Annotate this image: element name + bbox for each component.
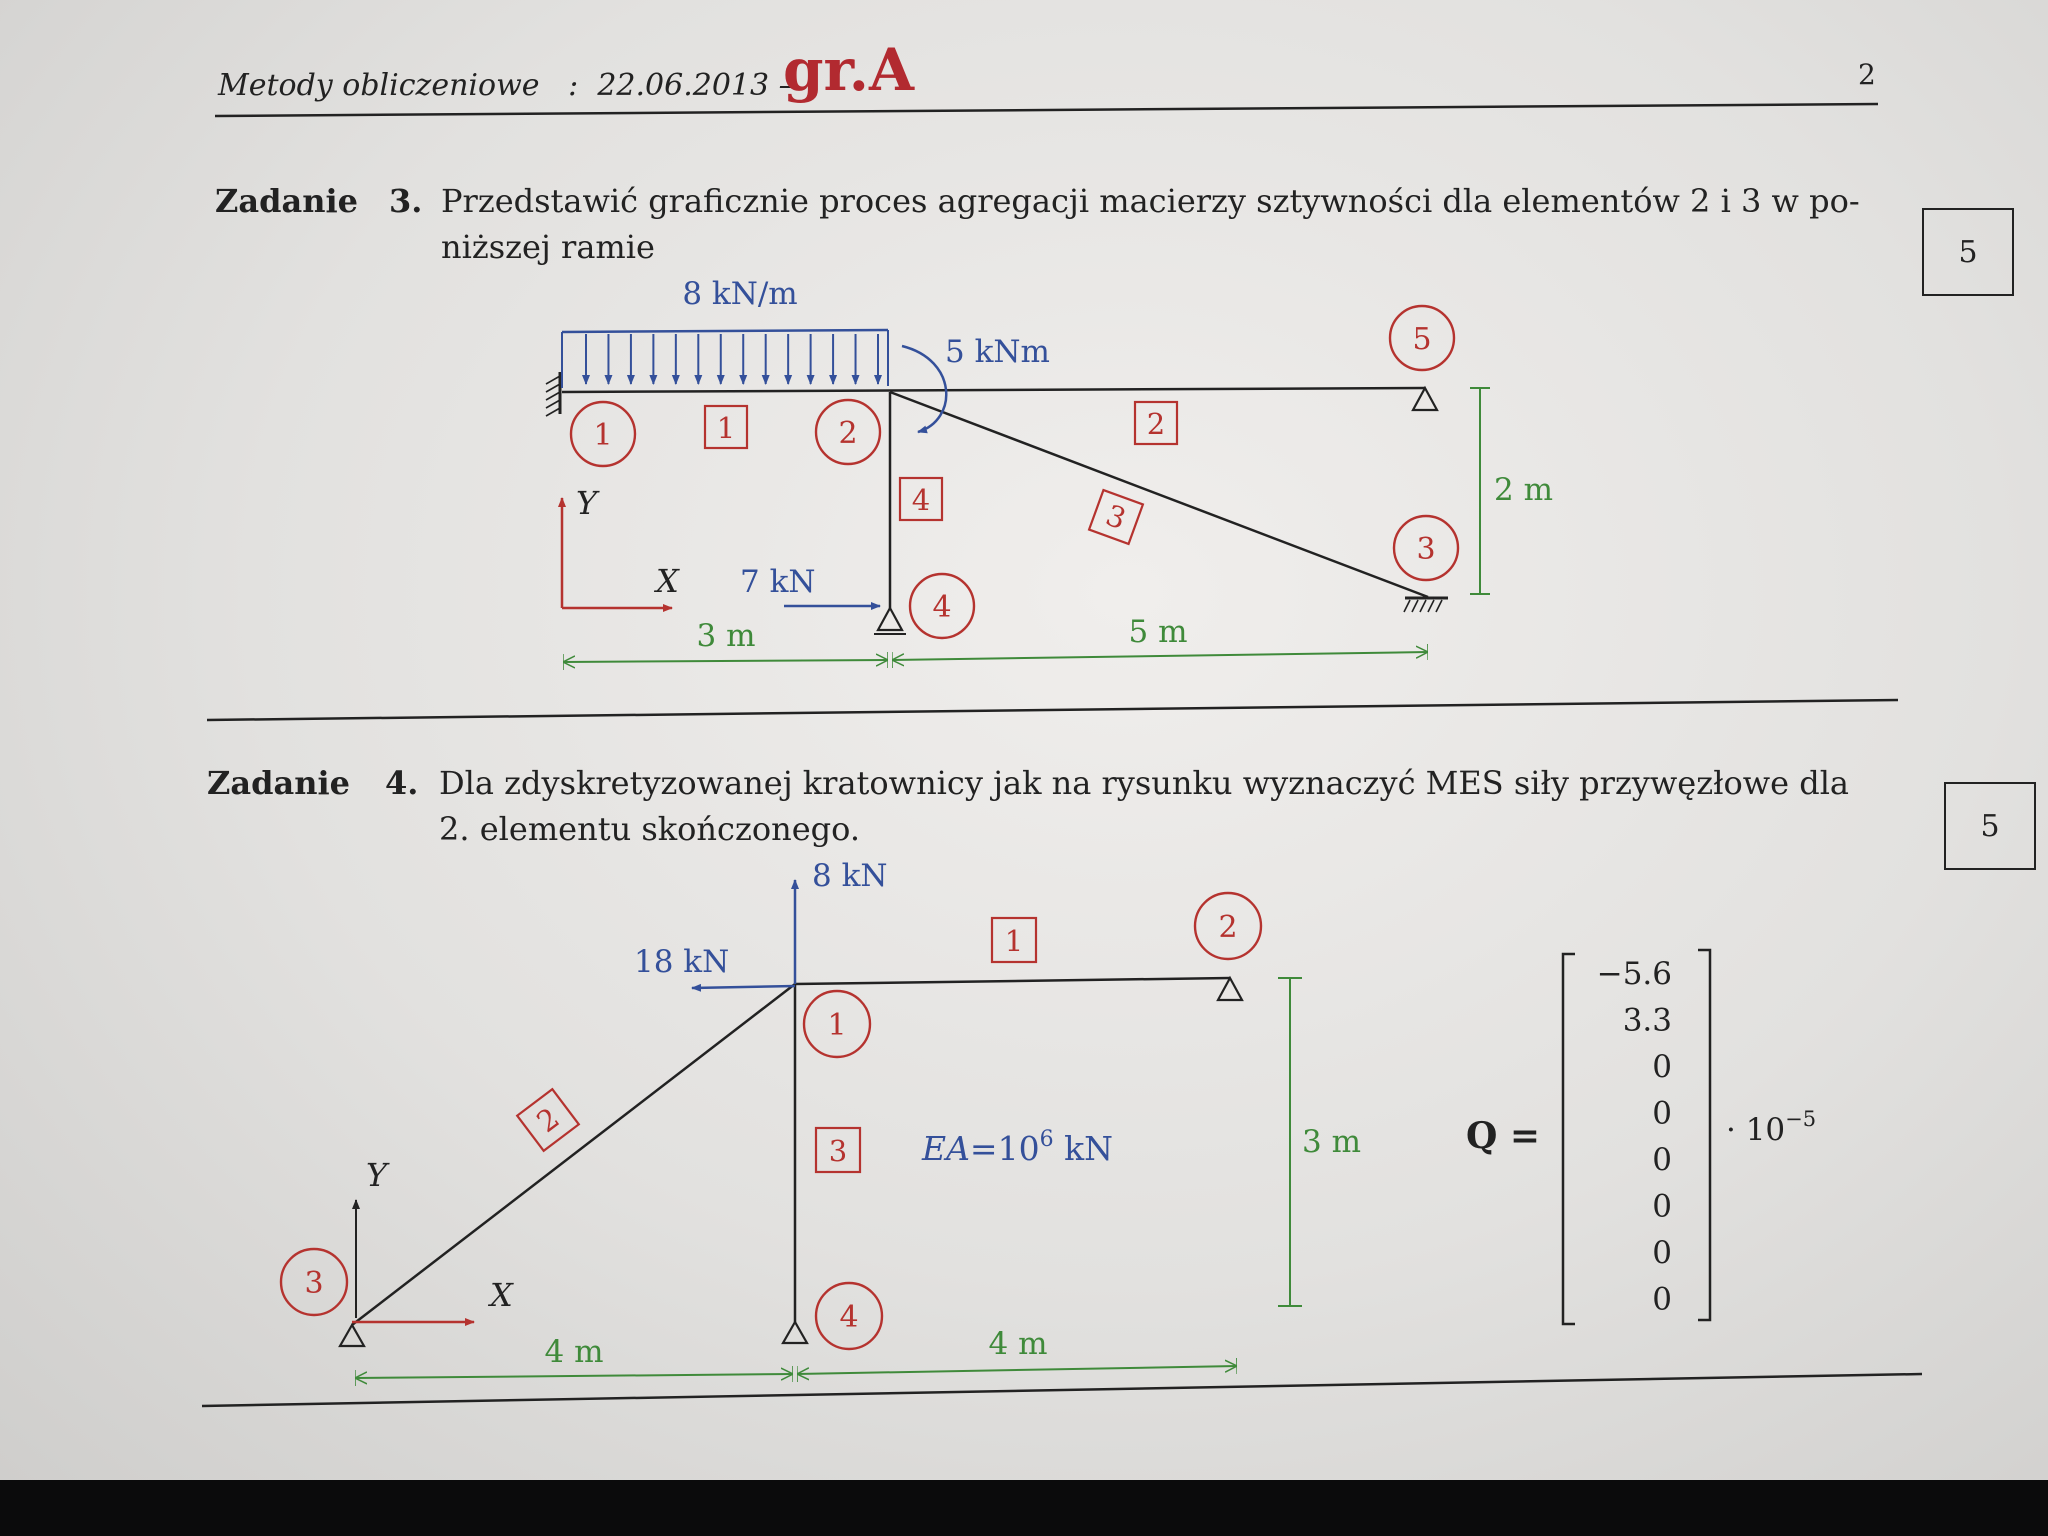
vector-entry: 0	[1652, 1095, 1672, 1132]
dim-left-line	[563, 660, 888, 662]
header-separator: :	[568, 68, 579, 103]
pin-support-node5	[1413, 388, 1437, 410]
page-number: 2	[1858, 58, 1876, 91]
task3-line1: Przedstawić graficznie proces agregacji macierzy sztywności dla elementów 2 i 3 w po-	[441, 182, 1860, 220]
t3-node2-label: 2	[838, 416, 858, 451]
axis-y-label: Y	[576, 484, 598, 522]
t3-element2-label: 2	[1146, 407, 1166, 441]
dark-background	[0, 1480, 2048, 1536]
pin-support-node4	[878, 608, 902, 630]
t3-node4-label: 4	[932, 590, 952, 625]
task3-frame	[546, 276, 1553, 662]
exam-date: 22.06.2013 –	[597, 68, 794, 103]
fixed-support-left	[546, 372, 560, 416]
dim-right-line	[892, 652, 1428, 660]
task3-line2: niższej ramie	[441, 228, 655, 266]
t4-element1-bar	[795, 978, 1230, 984]
t4-element1-label: 1	[1004, 924, 1024, 958]
t4-axis-x-label: X	[490, 1276, 513, 1314]
moment-label: 5 kNm	[945, 334, 1050, 370]
vector-bracket-left	[1563, 954, 1575, 1324]
t4-node2-label: 2	[1218, 910, 1238, 945]
t4-element2-bar	[352, 984, 795, 1325]
task-separator-rule	[207, 700, 1898, 720]
task4-line2: 2. elementu skończonego.	[439, 810, 860, 848]
task4-points-box: 5	[1944, 782, 2036, 870]
force-arrow-18kn	[692, 986, 795, 988]
t4-pin-support-node2	[1218, 978, 1242, 1000]
axis-x-label: X	[656, 562, 679, 600]
t4-element2-label: 2	[530, 1100, 566, 1140]
task4-label: Zadanie	[207, 764, 350, 802]
t4-element3-label: 3	[828, 1134, 848, 1168]
t3-node1-label: 1	[593, 418, 613, 453]
beam-top	[562, 388, 1425, 392]
task4-line1: Dla zdyskretyzowanej kratownicy jak na rysunku wyznaczyć MES siły przywęzłowe dla	[439, 764, 1849, 802]
force-label-18kn: 18 kN	[634, 944, 730, 980]
t3-element1-label: 1	[716, 411, 736, 445]
force-label-7kn: 7 kN	[740, 564, 816, 600]
task4-number: 4.	[385, 764, 419, 802]
force-label-8kn: 8 kN	[812, 858, 888, 894]
t4-dim-left-label: 4 m	[544, 1334, 604, 1370]
t4-pin-support-node3	[340, 1325, 364, 1346]
vector-entry: 0	[1652, 1281, 1672, 1318]
vector-entry: 3.3	[1622, 1002, 1672, 1039]
t3-element3-label: 3	[1101, 497, 1131, 537]
vector-multiplier: · $10^{-5}$	[1726, 1107, 1817, 1148]
distributed-load	[562, 330, 888, 388]
t4-node3-label: 3	[304, 1266, 324, 1301]
task3-label: Zadanie	[215, 182, 358, 220]
t4-dim-height-label: 3 m	[1302, 1124, 1361, 1160]
t3-node5-label: 5	[1412, 322, 1432, 357]
vector-entry: 0	[1652, 1235, 1672, 1271]
vector-entry: 0	[1652, 1188, 1672, 1225]
t3-element4-label: 4	[911, 483, 931, 517]
vector-entry: 0	[1652, 1142, 1672, 1178]
bottom-rule	[202, 1374, 1922, 1406]
t4-dim-right-line	[797, 1366, 1237, 1374]
t4-node4-label: 4	[839, 1300, 859, 1335]
vector-entry: 0	[1652, 1049, 1672, 1085]
t4-axis-y-label: Y	[366, 1156, 388, 1194]
task3-points-box: 5	[1922, 208, 2014, 296]
vector-entry: −5.6	[1596, 956, 1672, 992]
t4-dim-right-label: 4 m	[988, 1326, 1048, 1362]
dim-left-label: 3 m	[696, 618, 756, 654]
t4-dim-left-line	[355, 1374, 793, 1378]
group-label: gr.A	[783, 36, 914, 104]
t4-node1-label: 1	[827, 1008, 847, 1043]
fixed-support-node3	[1404, 598, 1448, 612]
dim-height-label: 2 m	[1494, 472, 1553, 508]
t3-node3-label: 3	[1416, 532, 1436, 567]
vector-label: Q =	[1466, 1115, 1541, 1157]
stiffness-label: $EA=10^6$ kN	[922, 1127, 1113, 1168]
task4-truss	[281, 858, 1816, 1378]
task3-number: 3.	[389, 182, 423, 220]
t4-pin-support-node4	[783, 1322, 807, 1343]
header-rule	[215, 104, 1878, 116]
course-name: Metody obliczeniowe	[218, 68, 540, 103]
distributed-load-label: 8 kN/m	[682, 276, 798, 312]
vector-bracket-right	[1698, 950, 1710, 1320]
dim-right-label: 5 m	[1128, 614, 1188, 650]
